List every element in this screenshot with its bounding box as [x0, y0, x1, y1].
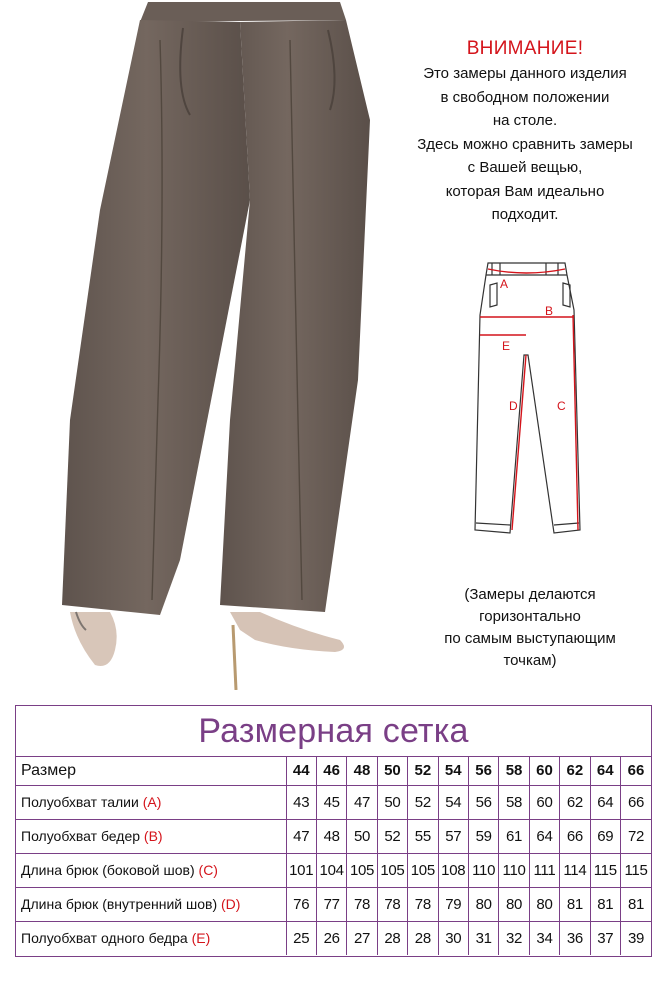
notice-title: ВНИМАНИЕ!	[466, 38, 584, 59]
table-cell: 25	[286, 921, 316, 955]
table-cell: 27	[347, 921, 377, 955]
size-header-cell: 58	[499, 757, 529, 785]
table-cell: 78	[347, 887, 377, 921]
table-cell: 28	[408, 921, 438, 955]
size-header-cell: 62	[560, 757, 590, 785]
row-mark: (E)	[191, 930, 211, 947]
table-cell: 66	[560, 819, 590, 853]
measurement-note	[405, 584, 655, 672]
measurement-diagram	[470, 255, 595, 540]
table-cell: 108	[438, 853, 468, 887]
table-cell: 105	[408, 853, 438, 887]
size-header-cell: 60	[529, 757, 559, 785]
table-cell: 30	[438, 921, 468, 955]
note-line: по самым выступающим	[444, 630, 616, 647]
row-label	[16, 785, 286, 819]
row-label	[16, 853, 286, 887]
notice-line: Здесь можно сравнить замеры	[417, 135, 633, 153]
size-header-cell: 66	[620, 757, 651, 785]
table-cell: 81	[620, 887, 651, 921]
table-cell: 105	[347, 853, 377, 887]
table-row	[16, 853, 651, 887]
row-label	[16, 887, 286, 921]
product-photo	[40, 0, 370, 690]
notice-line: которая Вам идеально	[445, 182, 605, 200]
table-cell: 28	[377, 921, 407, 955]
row-label-text: Полуобхват одного бедра	[21, 930, 188, 947]
table-cell: 110	[499, 853, 529, 887]
size-chart	[15, 705, 652, 957]
row-label-text: Длина брюк (боковой шов)	[21, 862, 195, 878]
row-mark: (B)	[143, 828, 163, 844]
table-cell: 77	[316, 887, 346, 921]
size-table	[16, 757, 651, 955]
table-cell: 78	[408, 887, 438, 921]
table-cell: 52	[377, 819, 407, 853]
row-label	[16, 819, 286, 853]
table-cell: 37	[590, 921, 620, 955]
table-row	[16, 785, 651, 819]
size-header-cell: 48	[347, 757, 377, 785]
size-header-cell: 56	[468, 757, 498, 785]
table-cell: 81	[560, 887, 590, 921]
diagram-label-d: D	[509, 399, 518, 413]
row-mark: (A)	[142, 794, 162, 810]
notice-line: на столе.	[492, 112, 558, 129]
table-header-row	[16, 757, 651, 785]
table-cell: 34	[529, 921, 559, 955]
table-cell: 60	[529, 785, 559, 819]
table-cell: 66	[620, 785, 651, 819]
size-header-label: Размер	[16, 757, 286, 785]
table-cell: 81	[590, 887, 620, 921]
table-cell: 110	[468, 853, 498, 887]
table-cell: 80	[529, 887, 559, 921]
table-cell: 52	[408, 785, 438, 819]
size-header-cell: 46	[316, 757, 346, 785]
row-label-text: Полуобхват талии	[21, 794, 139, 810]
diagram-label-b: B	[545, 304, 554, 318]
table-cell: 48	[316, 819, 346, 853]
size-header-cell: 50	[377, 757, 407, 785]
table-row	[16, 921, 651, 955]
table-cell: 57	[438, 819, 468, 853]
notice-line: с Вашей вещью,	[467, 159, 583, 176]
note-line: (Замеры делаются	[464, 586, 596, 603]
size-header-cell: 64	[590, 757, 620, 785]
size-chart-title: Размерная сетка	[16, 706, 651, 757]
row-mark: (C)	[198, 862, 218, 878]
table-cell: 69	[590, 819, 620, 853]
table-cell: 31	[468, 921, 498, 955]
table-cell: 80	[499, 887, 529, 921]
row-mark: (D)	[221, 896, 241, 912]
table-cell: 32	[499, 921, 529, 955]
table-cell: 47	[347, 785, 377, 819]
table-cell: 55	[408, 819, 438, 853]
table-cell: 26	[316, 921, 346, 955]
table-cell: 62	[560, 785, 590, 819]
size-header-cell: 44	[286, 757, 316, 785]
table-cell: 80	[468, 887, 498, 921]
row-label	[16, 921, 286, 955]
table-cell: 59	[468, 819, 498, 853]
table-cell: 58	[499, 785, 529, 819]
table-cell: 39	[620, 921, 651, 955]
row-label-text: Полуобхват бедер	[21, 828, 141, 844]
row-label-text: Длина брюк (внутренний шов)	[21, 896, 218, 912]
table-cell: 36	[560, 921, 590, 955]
diagram-label-a: A	[500, 277, 509, 291]
table-cell: 76	[286, 887, 316, 921]
notice-line: в свободном положении	[440, 88, 610, 106]
table-cell: 64	[529, 819, 559, 853]
table-cell: 61	[499, 819, 529, 853]
table-cell: 43	[286, 785, 316, 819]
notice-line: подходит.	[491, 206, 559, 223]
table-cell: 79	[438, 887, 468, 921]
table-cell: 101	[286, 853, 316, 887]
table-cell: 72	[620, 819, 651, 853]
table-cell: 105	[377, 853, 407, 887]
table-cell: 104	[316, 853, 346, 887]
table-cell: 45	[316, 785, 346, 819]
table-cell: 50	[347, 819, 377, 853]
table-cell: 114	[560, 853, 590, 887]
notice-line: Это замеры данного изделия	[423, 65, 627, 82]
diagram-label-e: E	[502, 339, 511, 353]
note-line: точкам)	[503, 652, 557, 669]
note-line: горизонтально	[479, 608, 581, 625]
table-cell: 56	[468, 785, 498, 819]
table-row	[16, 819, 651, 853]
attention-notice	[400, 36, 650, 227]
table-cell: 50	[377, 785, 407, 819]
table-cell: 78	[377, 887, 407, 921]
table-cell: 115	[590, 853, 620, 887]
table-cell: 47	[286, 819, 316, 853]
diagram-label-c: C	[557, 399, 566, 413]
table-cell: 111	[529, 853, 559, 887]
table-cell: 115	[620, 853, 651, 887]
size-header-cell: 52	[408, 757, 438, 785]
table-cell: 54	[438, 785, 468, 819]
table-row	[16, 887, 651, 921]
table-cell: 64	[590, 785, 620, 819]
size-header-cell: 54	[438, 757, 468, 785]
